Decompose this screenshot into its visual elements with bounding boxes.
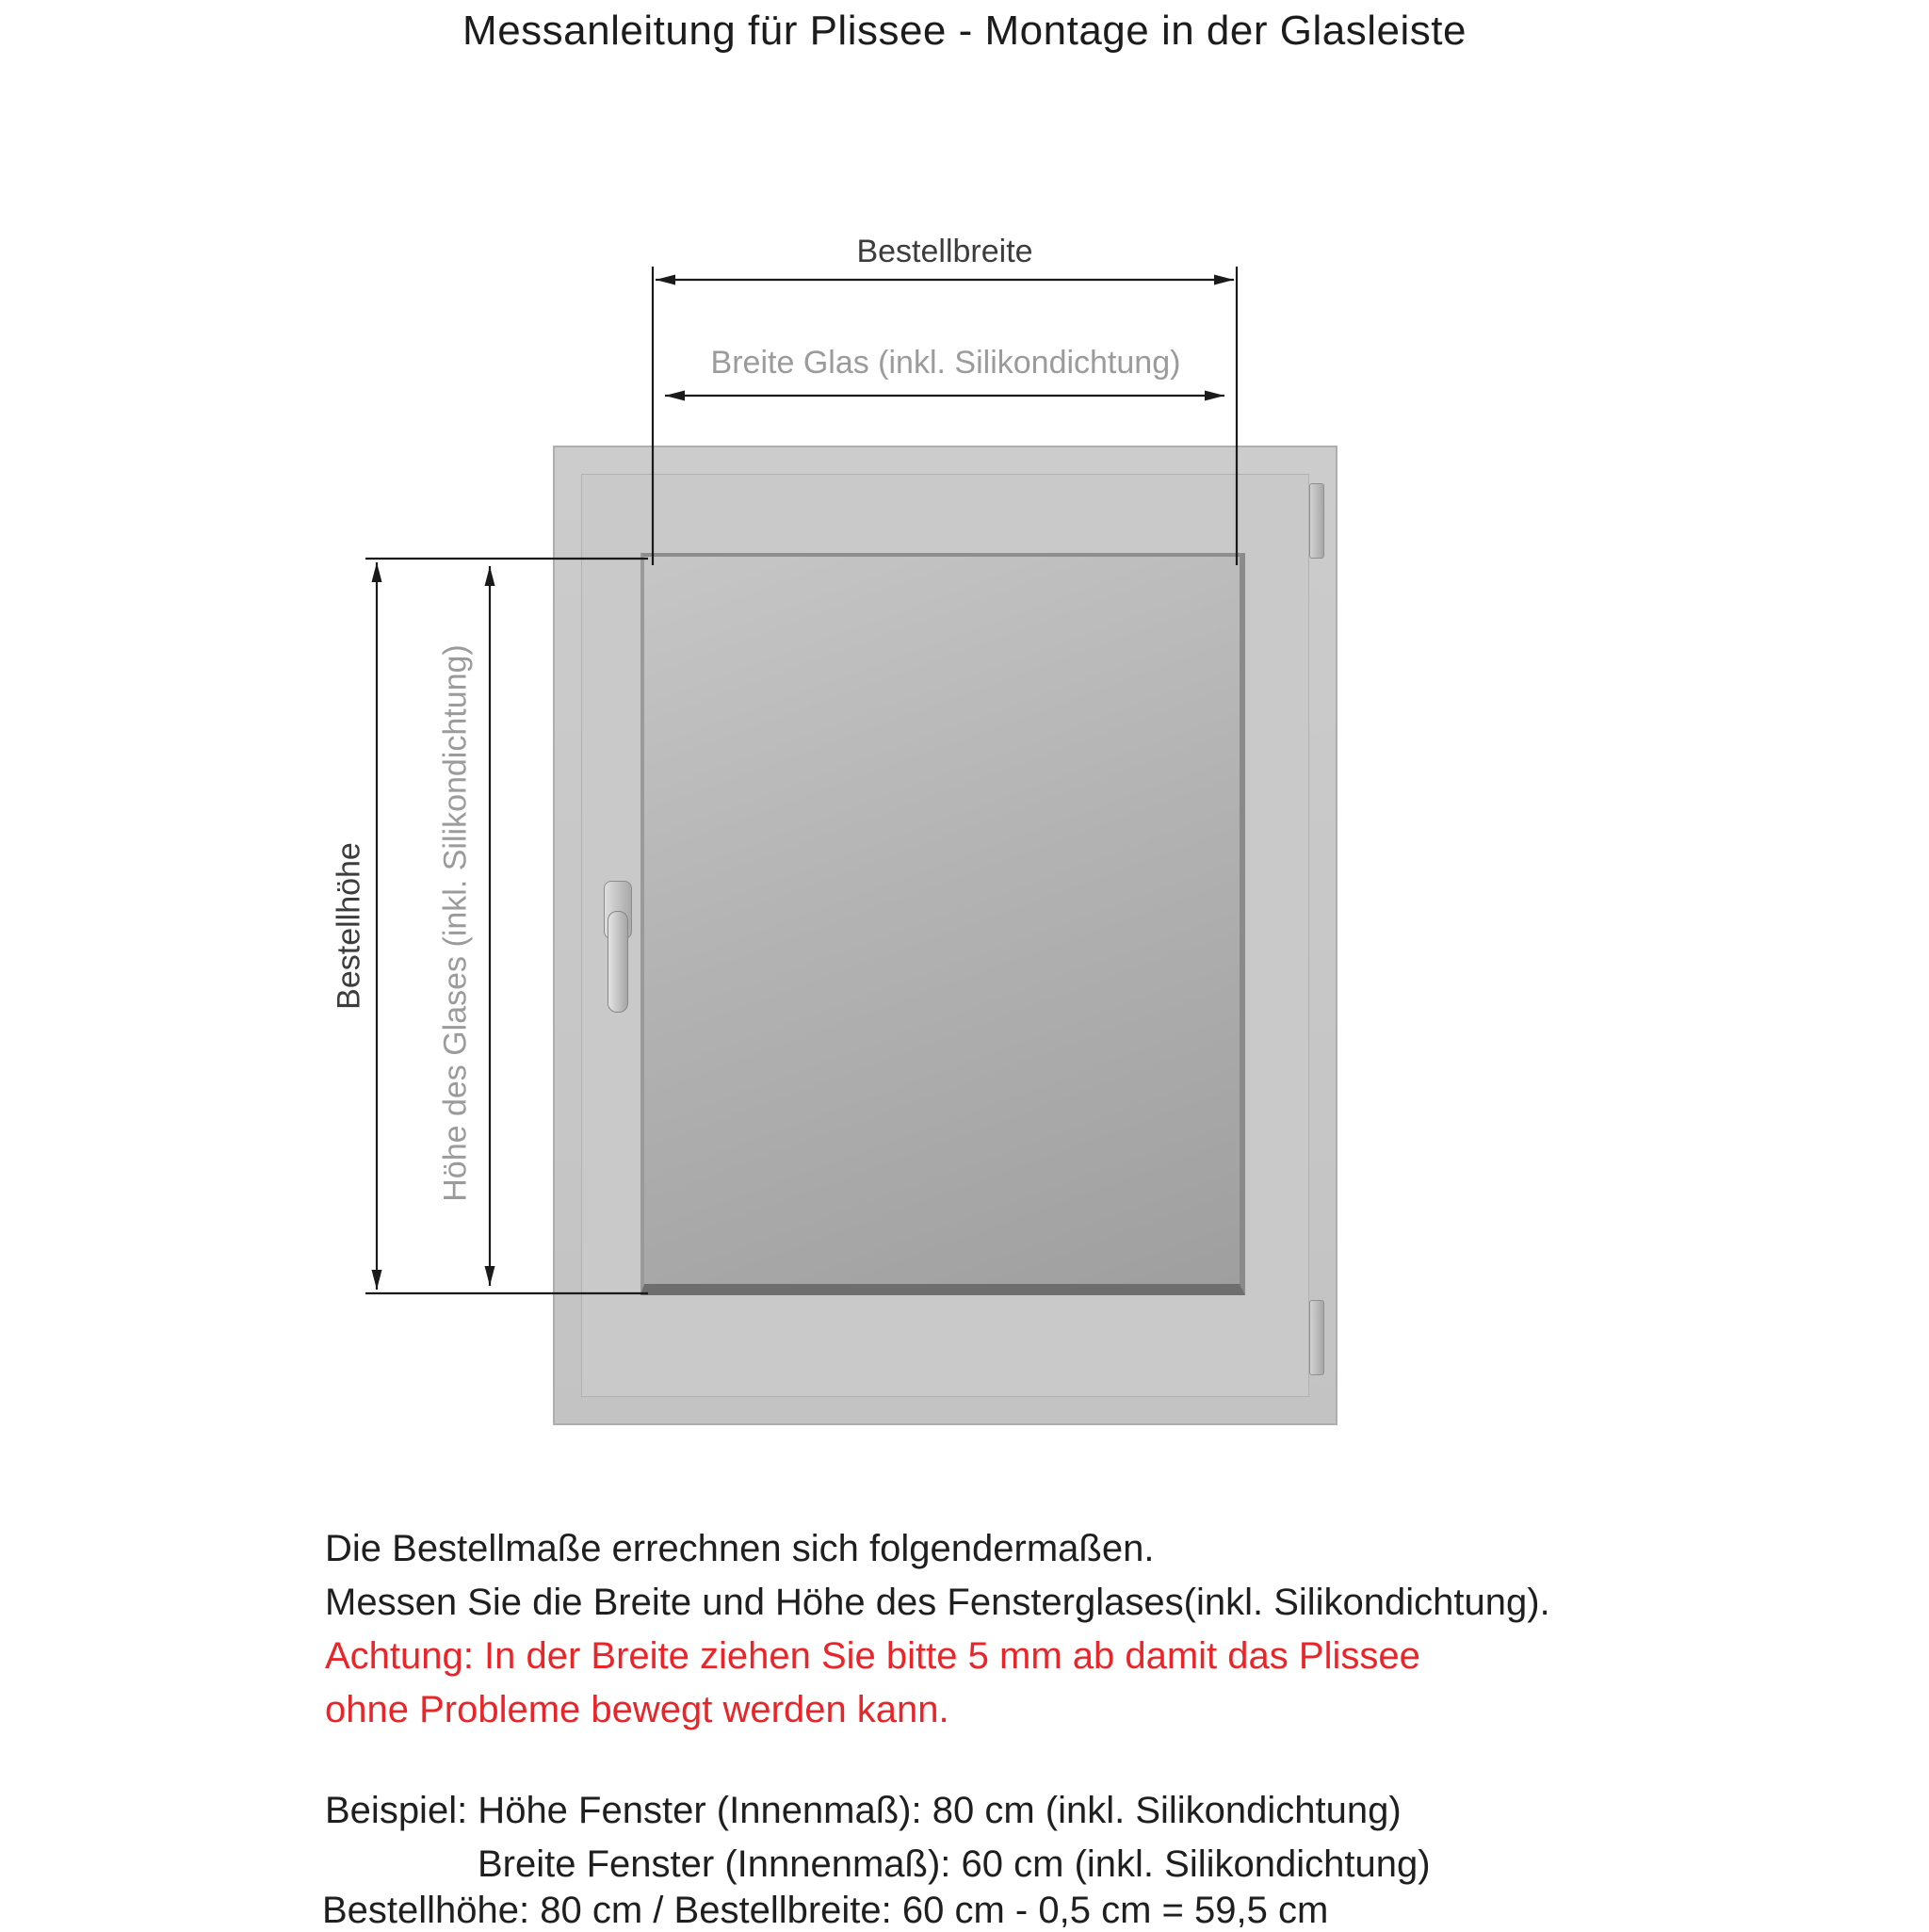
page-title: Messanleitung für Plissee - Montage in der Glasleiste — [462, 8, 1467, 54]
label-glass-height: Höhe des Glases (inkl. Silikondichtung) — [437, 644, 474, 1202]
instruction-warning-line2: ohne Probleme bewegt werden kann. — [325, 1689, 949, 1730]
instruction-warning-line1: Achtung: In der Breite ziehen Sie bitte 5 mm ab damit das Plissee — [325, 1635, 1420, 1677]
label-order-height: Bestellhöhe — [331, 842, 367, 1010]
label-order-width: Bestellbreite — [856, 234, 1033, 269]
window-glass — [640, 553, 1245, 1295]
label-glass-width: Breite Glas (inkl. Silikondichtung) — [710, 345, 1181, 381]
window-handle — [599, 881, 635, 1013]
instruction-example-line2: Breite Fenster (Innnenmaß): 60 cm (inkl. Silikondichtung) — [478, 1843, 1431, 1885]
instruction-intro-line1: Die Bestellmaße errechnen sich folgendermaßen. — [325, 1528, 1155, 1569]
hinge-bottom-icon — [1309, 1300, 1324, 1375]
instruction-example-line1: Beispiel: Höhe Fenster (Innenmaß): 80 cm (inkl. Silikondichtung) — [325, 1790, 1402, 1831]
hinge-top-icon — [1309, 483, 1324, 559]
instruction-example-line3: Bestellhöhe: 80 cm / Bestellbreite: 60 cm - 0,5 cm = 59,5 cm — [322, 1890, 1329, 1931]
instruction-intro-line2: Messen Sie die Breite und Höhe des Fensterglases(inkl. Silikondichtung). — [325, 1582, 1550, 1623]
window-handle-lever — [608, 911, 628, 1013]
window-illustration — [553, 446, 1337, 1425]
